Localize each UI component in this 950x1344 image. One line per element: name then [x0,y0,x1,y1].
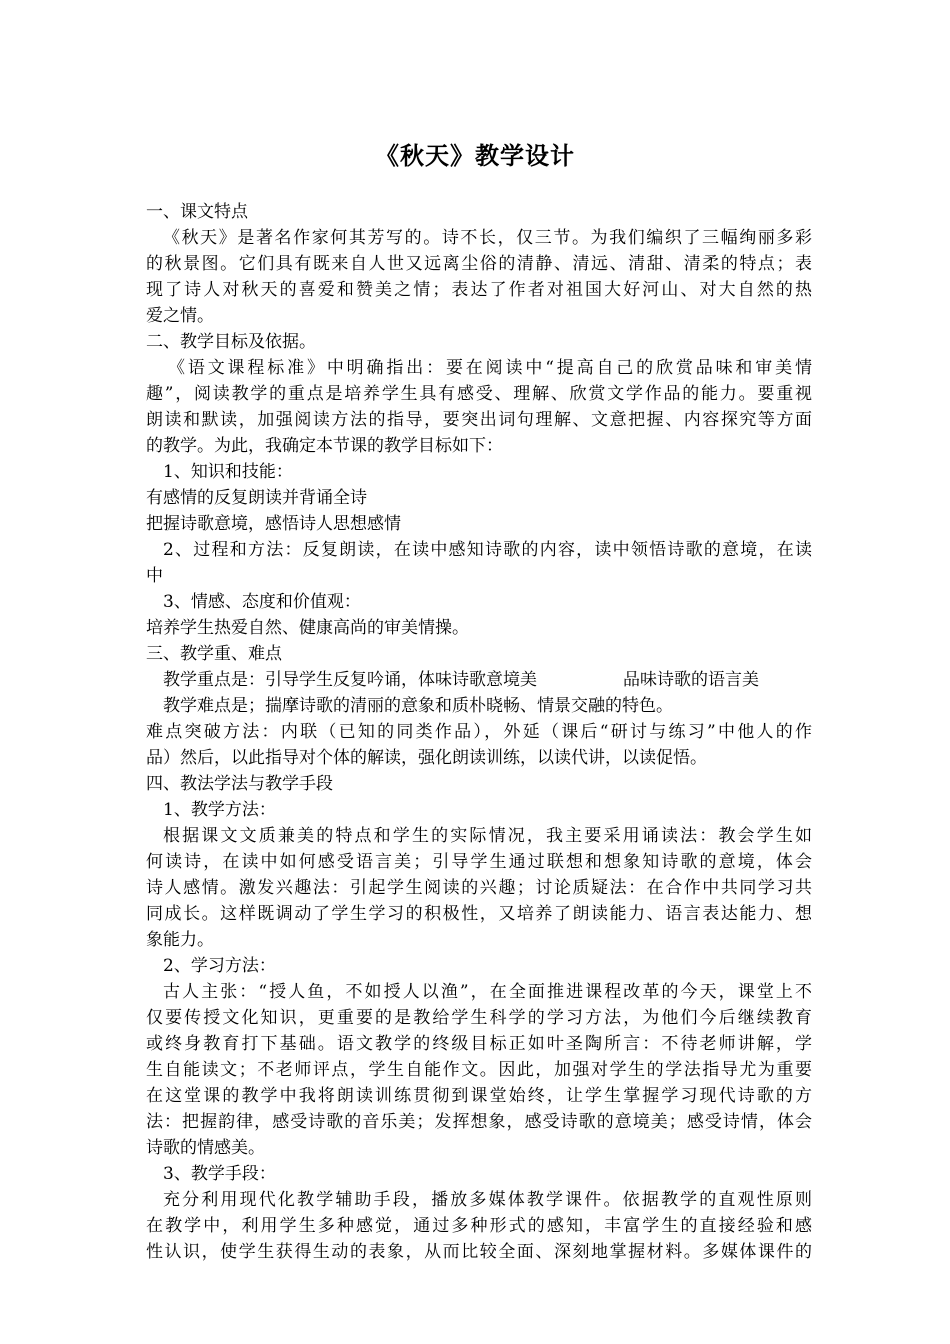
paragraph-line: 性认识，使学生获得生动的表象，从而比较全面、深刻地掌握材料。多媒体课件的 [146,1242,812,1262]
subheading: 2、学习方法： [163,956,276,976]
section-heading-4: 四、教法学法与教学手段 [146,774,333,794]
list-item: 把握诗歌意境，感悟诗人思想感情 [146,514,401,534]
paragraph-line: 的教学。为此，我确定本节课的教学目标如下： [146,436,503,456]
paragraph-line: 充分利用现代化教学辅助手段，播放多媒体教学课件。依据教学的直观性原则 [163,1190,812,1210]
key-point-text: 教学重点是：引导学生反复吟诵，体味诗歌意境美 [163,670,537,690]
paragraph-line: 象能力。 [146,930,214,950]
difficult-point-line: 教学难点是；揣摩诗歌的清丽的意象和质朴晓畅、情景交融的特色。 [163,696,673,716]
subheading: 3、情感、态度和价值观： [163,592,361,612]
paragraph-line: 生自能读文；不老师评点，学生自能作文。因此，加强对学生的学法指导尤为重要 [146,1060,812,1080]
paragraph-line: 《秋天》是著名作家何其芳写的。诗不长，仅三节。为我们编织了三幅绚丽多彩 [163,228,812,248]
paragraph-line: 品）然后，以此指导对个体的解读，强化朗读训练，以读代讲，以读促悟。 [146,748,707,768]
paragraph-line: 的秋景图。它们具有既来自人世又远离尘俗的清静、清远、清甜、清柔的特点；表 [146,254,812,274]
paragraph-line: 诗歌的情感美。 [146,1138,265,1158]
subheading: 1、教学方法： [163,800,276,820]
key-point-line [146,667,812,693]
list-item: 有感情的反复朗读并背诵全诗 [146,488,367,508]
paragraph-line: 趣”，阅读教学的重点是培养学生具有感受、理解、欣赏文学作品的能力。要重视 [146,384,812,404]
section-heading-1: 一、课文特点 [146,202,248,222]
paragraph-line: 仅要传授文化知识，更重要的是教给学生科学的学习方法，为他们今后继续教育 [146,1008,812,1028]
paragraph-line: 朗读和默读，加强阅读方法的指导，要突出词句理解、文意把握、内容探究等方面 [146,410,812,430]
paragraph-line: 难点突破方法：内联（已知的同类作品），外延（课后“研讨与练习”中他人的作 [146,722,812,742]
subheading: 3、教学手段： [163,1164,276,1184]
paragraph-line: 根据课文文质兼美的特点和学生的实际情况，我主要采用诵读法：教会学生如 [163,826,812,846]
paragraph-line: 《语文课程标准》中明确指出：要在阅读中“提高自己的欣赏品味和审美情 [168,358,812,378]
list-item: 培养学生热爱自然、健康高尚的审美情操。 [146,618,469,638]
key-point-text-2: 品味诗歌的语言美 [623,670,759,690]
paragraph-line: 诗人感情。激发兴趣法：引起学生阅读的兴趣；讨论质疑法：在合作中共同学习共 [146,878,812,898]
section-heading-2: 二、教学目标及依据。 [146,332,316,352]
paragraph-line: 何读诗，在读中如何感受语言美；引导学生通过联想和想象知诗歌的意境，体会 [146,852,812,872]
paragraph-line: 或终身教育打下基础。语文教学的终级目标正如叶圣陶所言：不待老师讲解，学 [146,1034,812,1054]
paragraph-line: 2、过程和方法：反复朗读，在读中感知诗歌的内容，读中领悟诗歌的意境，在读 [163,540,812,560]
section-heading-3: 三、教学重、难点 [146,644,282,664]
paragraph-line: 爱之情。 [146,306,214,326]
paragraph-line: 在这堂课的教学中我将朗读训练贯彻到课堂始终，让学生掌握学习现代诗歌的方 [146,1086,812,1106]
subheading: 1、知识和技能： [163,462,293,482]
paragraph-line: 同成长。这样既调动了学生学习的积极性，又培养了朗读能力、语言表达能力、想 [146,904,812,924]
paragraph-line: 古人主张：“授人鱼，不如授人以渔”，在全面推进课程改革的今天，课堂上不 [163,982,812,1002]
paragraph-line: 现了诗人对秋天的喜爱和赞美之情；表达了作者对祖国大好河山、对大自然的热 [146,280,812,300]
paragraph-line: 中 [146,566,163,586]
document-title: 《秋天》教学设计 [375,141,575,170]
paragraph-line: 在教学中，利用学生多种感觉，通过多种形式的感知，丰富学生的直接经验和感 [146,1216,812,1236]
paragraph-line: 法：把握韵律，感受诗歌的音乐美；发挥想象，感受诗歌的意境美；感受诗情，体会 [146,1112,812,1132]
document-body [146,199,812,1265]
